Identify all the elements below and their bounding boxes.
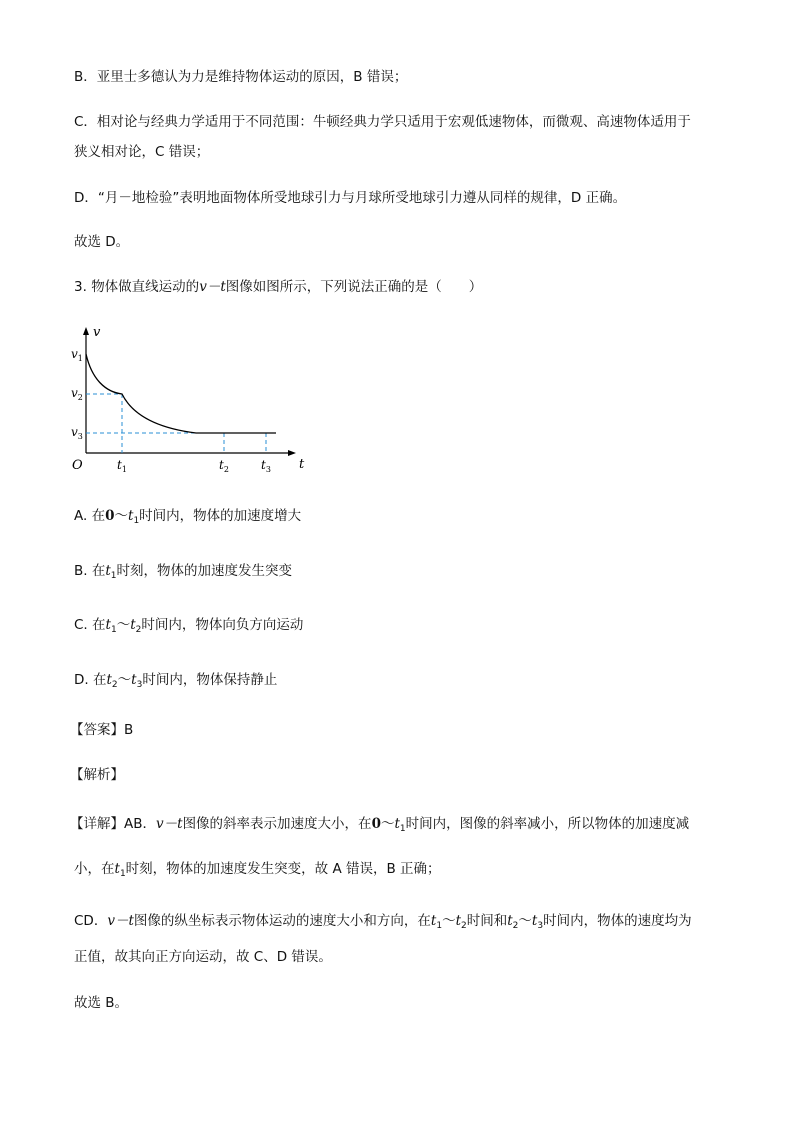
option-d-tilde: ～ [117,672,132,688]
option-a-text: 时间内，物体的加速度增大 [139,508,302,524]
t2-label: $t_2$ [219,458,229,474]
option-c [74,616,303,639]
final-answer-conclusion: 故选 B。 [74,995,129,1011]
detail-l2-sub: 1 [119,869,126,879]
detail-l3-t4: t [531,913,538,929]
answer-label: 【答案】 [70,722,124,738]
answer-value: B [124,722,134,738]
detail-l3-s3: 2 [512,921,519,931]
option-c-t1: t [105,617,111,633]
detail-l3-b: 时间和 [466,913,508,929]
detail-l3-a: 图像的纵坐标表示物体运动的速度大小和方向，在 [133,913,431,929]
detail-l3-t3: t [507,913,513,929]
option-c-t2: t [130,617,136,633]
detail-line-4: 正值，故其向正方向运动，故 C、D 错误。 [74,949,332,965]
question-vt: v－t [199,279,226,295]
previous-answer-conclusion: 故选 D。 [74,234,130,250]
detail-l1-b: 时间内，图像的斜率减小，所以物体的加速度减 [405,816,690,832]
detail-l3-label: CD． [74,913,108,929]
detail-l1-tilde: ～ [380,816,395,832]
option-a [74,507,301,530]
option-c-explanation-line2: 狭义相对论，C 错误； [74,144,210,160]
detail-l1-vt: v－t [156,816,183,832]
option-a-pre: 在 [91,508,106,524]
option-b-explanation: B．亚里士多德认为力是维持物体运动的原因，B 错误； [74,69,408,85]
x-axis-arrow-icon [288,450,296,456]
t3-label: $t_3$ [261,458,271,474]
analysis-label: 【解析】 [70,767,124,783]
option-b [74,562,292,585]
origin-label: O [72,458,83,473]
detail-l3-s1: 1 [436,921,443,931]
question-3-stem [74,278,482,296]
detail-l1-a: 图像的斜率表示加速度大小，在 [182,816,372,832]
detail-l3-t2: t [455,913,461,929]
t1-label: $t_1$ [117,458,127,474]
detail-l2-t: t [114,861,120,877]
option-d-sub1: 2 [111,680,118,690]
detail-line-3 [74,912,692,935]
detail-l3-tilde1: ～ [442,913,456,929]
option-a-letter: A. [74,508,88,524]
option-b-letter: B. [74,563,88,579]
detail-l1-zero: 0 [371,816,381,832]
option-d-t2: t [131,672,137,688]
y-axis-label: v [93,325,101,340]
option-b-text: 时刻，物体的加速度发生突变 [116,563,293,579]
v3-label: $v_3$ [71,425,83,441]
detail-l3-vt: v－t [107,913,134,929]
v2-label: $v_2$ [71,386,83,402]
option-c-text: 时间内，物体向负方向运动 [141,617,304,633]
question-number: 3. [74,279,87,295]
detail-l3-t1: t [430,913,437,929]
option-d-letter: D. [74,672,89,688]
vt-graph [66,318,316,478]
option-a-sub: 1 [133,516,140,526]
question-prefix: 物体做直线运动的 [91,279,200,295]
detail-line-2 [74,860,441,883]
option-b-t: t [105,563,111,579]
option-a-tilde: ～ [114,508,128,524]
detail-l1-t: t [394,816,400,832]
x-axis-label: t [299,457,305,472]
option-a-t: t [128,508,134,524]
option-d-pre: 在 [92,672,107,688]
detail-l3-c: 时间内，物体的速度均为 [543,913,692,929]
detail-label: 【详解】AB． [70,816,156,832]
detail-l1-sub: 1 [399,824,406,834]
question-suffix: 图像如图所示，下列说法正确的是（ ） [225,279,483,295]
option-c-sub2: 2 [135,625,142,635]
option-d-text: 时间内，物体保持静止 [142,672,278,688]
option-c-tilde: ～ [116,617,131,633]
detail-l3-s2: 2 [461,921,467,931]
v1-label: $v_1$ [71,347,83,363]
option-c-letter: C. [74,617,88,633]
option-a-zero: 0 [105,508,115,524]
detail-l3-tilde2: ～ [518,913,532,929]
option-d-sub2: 3 [136,680,143,690]
detail-line-1 [70,815,689,838]
option-b-sub: 1 [110,571,117,581]
option-d-t1: t [106,672,112,688]
option-b-pre: 在 [91,563,106,579]
detail-l2-a: 小，在 [74,861,115,877]
y-axis-arrow-icon [83,327,89,335]
option-d-explanation: D．“月－地检验”表明地面物体所受地球引力与月球所受地球引力遵从同样的规律，D 正确。 [74,190,627,206]
option-d [74,671,277,694]
answer-line [70,721,133,739]
detail-l2-b: 时刻，物体的加速度发生突变，故 A 错误，B 正确； [125,861,441,877]
option-c-pre: 在 [92,617,106,633]
option-c-sub1: 1 [110,625,117,635]
option-c-explanation-line1: C．相对论与经典力学适用于不同范围：牛顿经典力学只适用于宏观低速物体，而微观、高速物体适用于 [74,114,691,130]
detail-l3-s4: 3 [537,921,544,931]
